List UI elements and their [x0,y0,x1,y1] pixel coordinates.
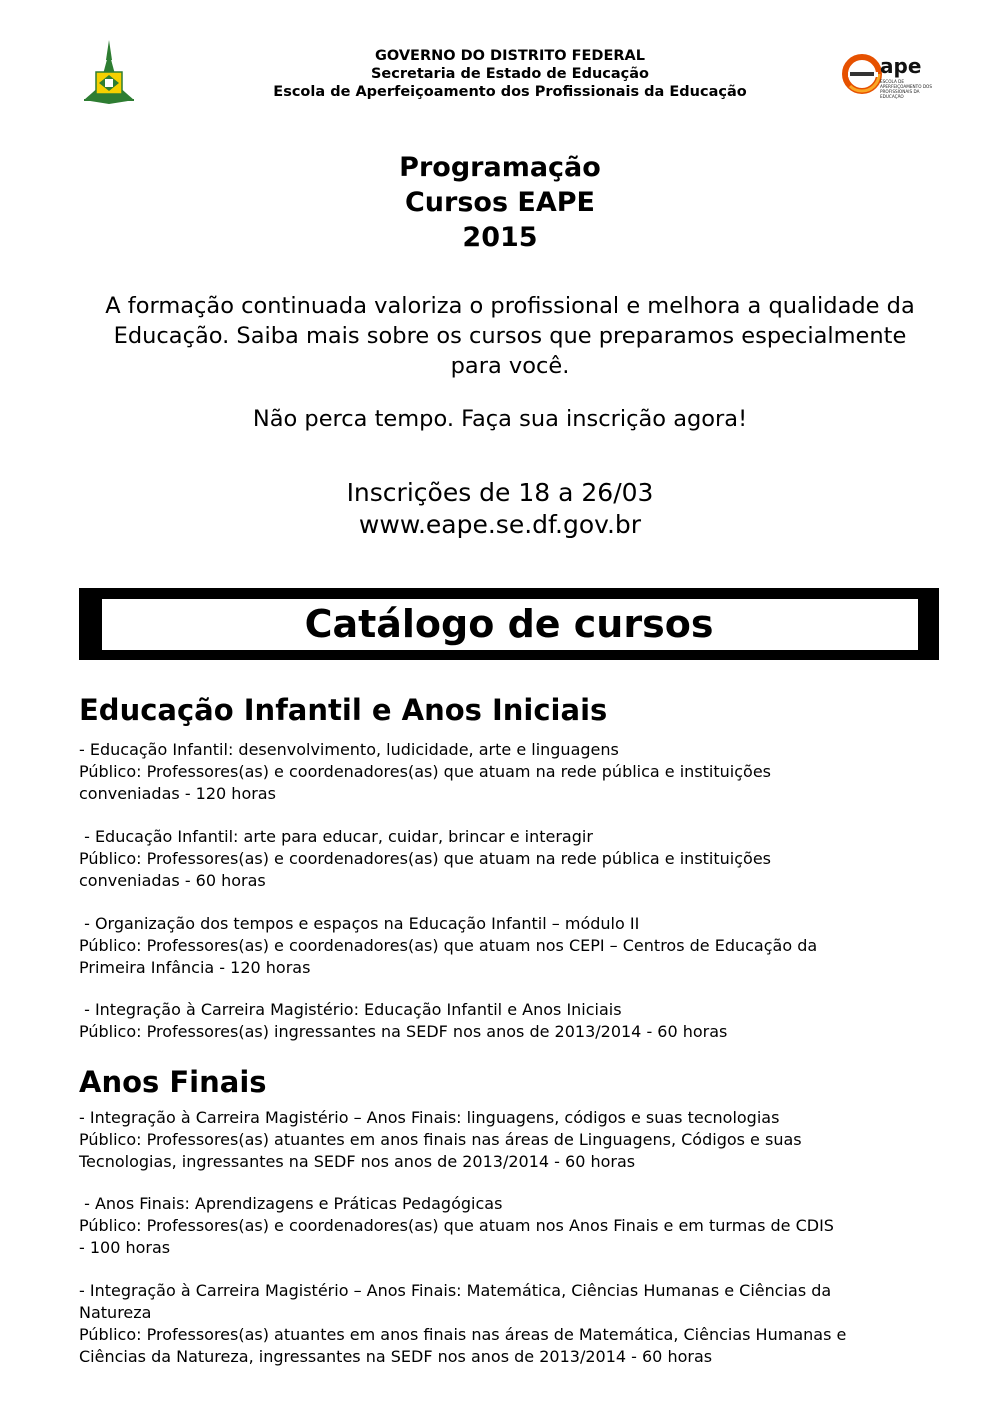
course-audience: Ciências da Natureza, ingressantes na SEDF nos anos de 2013/2014 - 60 horas [79,1347,713,1366]
eape-wordmark: ape [880,54,922,78]
course-audience: Público: Professores(as) atuantes em anos finais nas áreas de Linguagens, Códigos e suas [79,1130,802,1149]
course-item [79,826,949,892]
title-line-year: 2015 [462,222,538,253]
title-line-cursos: Cursos EAPE [404,187,595,218]
course-audience: Público: Professores(as) e coordenadores(as) que atuam na rede pública e instituições [79,762,771,781]
enrollment-dates: Inscrições de 18 a 26/03 [346,478,654,507]
course-item [79,1280,949,1368]
title-line-programacao: Programação [399,152,601,183]
section-title-anos-finais: Anos Finais [79,1065,267,1099]
course-audience: Público: Professores(as) e coordenadores(as) que atuam nos Anos Finais e em turmas de CDIS [79,1216,834,1235]
course-title: - Organização dos tempos e espaços na Educação Infantil – módulo II [79,914,640,933]
course-audience: Público: Professores(as) atuantes em anos finais nas áreas de Matemática, Ciências Humanas e [79,1325,847,1344]
eape-logo [842,50,942,98]
eape-logo-icon [842,50,884,96]
org-line-school: Escola de Aperfeiçoamento dos Profissionais da Educação [273,84,747,100]
header-organization [240,47,780,101]
course-title: Natureza [79,1303,152,1322]
course-item [79,913,949,979]
course-audience: Tecnologias, ingressantes na SEDF nos anos de 2013/2014 - 60 horas [79,1152,636,1171]
course-item [79,739,949,805]
course-title: - Educação Infantil: arte para educar, cuidar, brincar e interagir [79,827,593,846]
catalog-banner [79,588,939,660]
enrollment-info [0,477,1000,541]
call-to-action: Não perca tempo. Faça sua inscrição agora! [252,406,748,432]
course-item [79,1193,949,1259]
course-item [79,1107,949,1173]
intro-paragraph [80,291,940,381]
course-audience: conveniadas - 120 horas [79,784,276,803]
course-title: - Educação Infantil: desenvolvimento, ludicidade, arte e linguagens [79,740,619,759]
intro-line: para você. [450,353,570,379]
intro-line: Educação. Saiba mais sobre os cursos que preparamos especialmente [113,323,907,349]
enrollment-url[interactable]: www.eape.se.df.gov.br [358,510,642,539]
intro-line: A formação continuada valoriza o profissional e melhora a qualidade da [105,293,915,319]
course-item [79,999,949,1043]
course-title: - Integração à Carreira Magistério: Educação Infantil e Anos Iniciais [79,1000,622,1019]
course-title: - Integração à Carreira Magistério – Anos Finais: linguagens, códigos e suas tecnologias [79,1108,780,1127]
course-audience: Público: Professores(as) ingressantes na SEDF nos anos de 2013/2014 - 60 horas [79,1022,728,1041]
course-title: - Anos Finais: Aprendizagens e Práticas Pedagógicas [79,1194,503,1213]
course-audience: conveniadas - 60 horas [79,871,266,890]
org-line-secretariat: Secretaria de Estado de Educação [370,66,650,82]
eape-tagline: ESCOLA DE APERFEIÇOAMENTO DOS PROFISSIONAIS DA EDUCAÇÃO [880,79,933,99]
course-audience: Público: Professores(as) e coordenadores(as) que atuam nos CEPI – Centros de Educação da [79,936,818,955]
section-title-infantil: Educação Infantil e Anos Iniciais [79,693,608,727]
course-audience: - 100 horas [79,1238,171,1257]
org-line-government: GOVERNO DO DISTRITO FEDERAL [374,48,646,64]
page-title [0,150,1000,255]
course-title: - Integração à Carreira Magistério – Anos Finais: Matemática, Ciências Humanas e Ciências da [79,1281,832,1300]
course-audience: Público: Professores(as) e coordenadores(as) que atuam na rede pública e instituições [79,849,771,868]
catalog-heading: Catálogo de cursos [304,602,714,646]
gdf-emblem-icon [78,38,140,108]
course-audience: Primeira Infância - 120 horas [79,958,311,977]
